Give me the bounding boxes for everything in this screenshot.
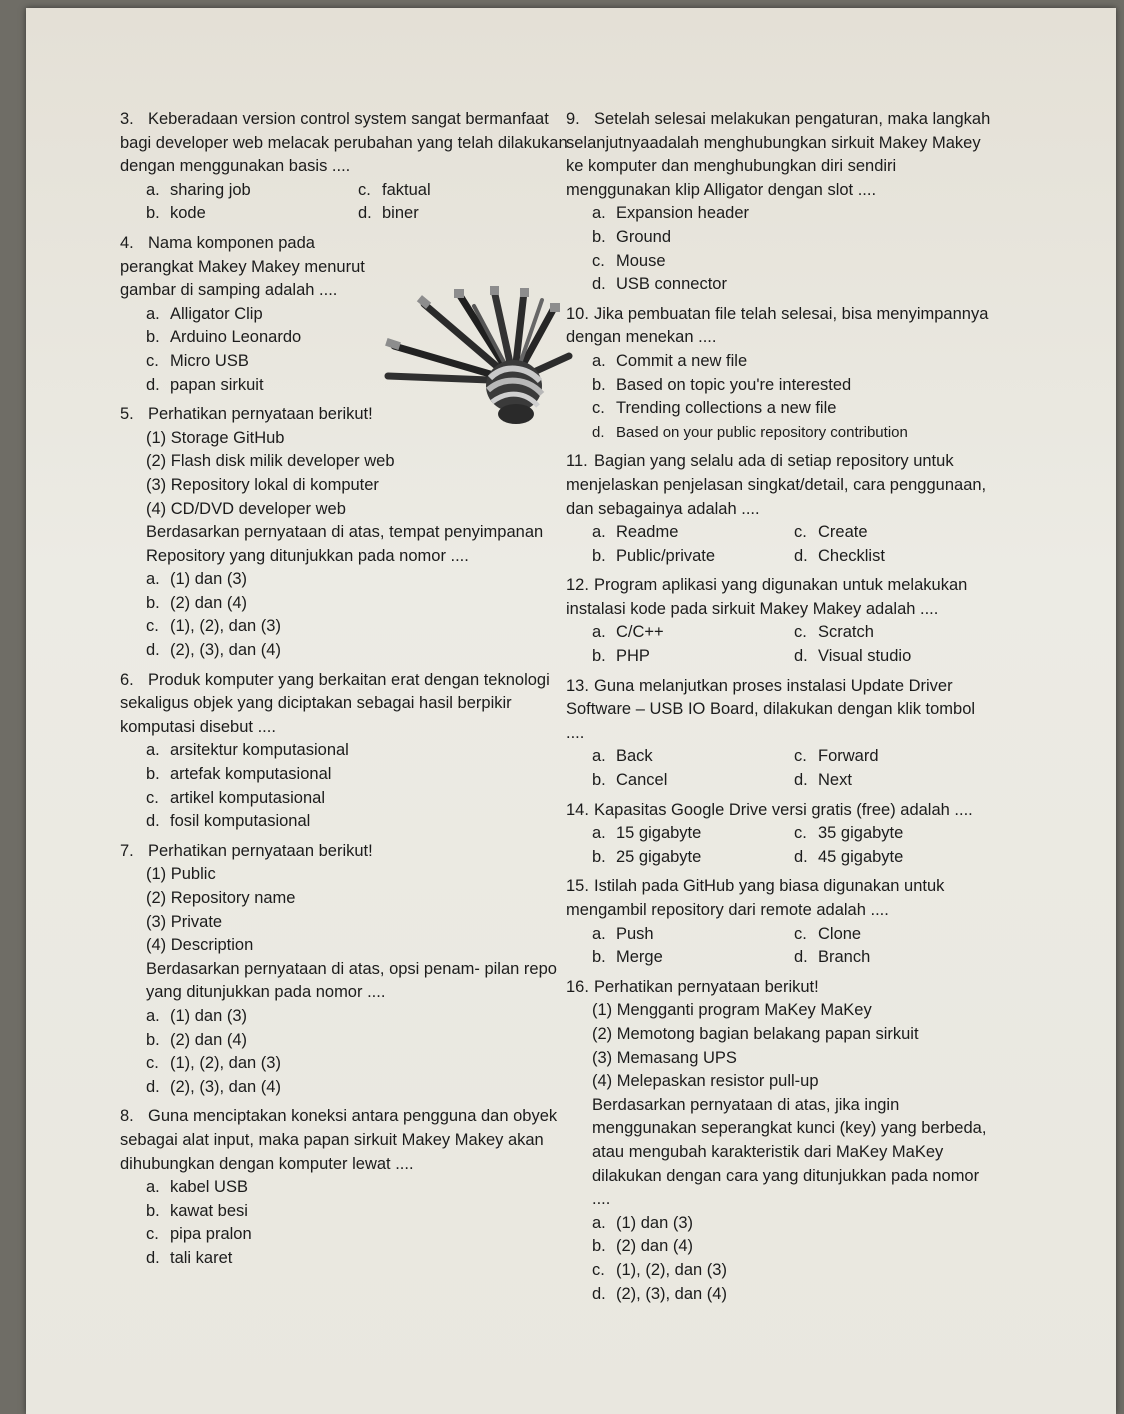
question-text: Kapasitas Google Drive versi gratis (free) adalah .... — [594, 800, 973, 819]
option-a[interactable]: a. (1) dan (3) — [146, 570, 248, 589]
option-d[interactable]: d. biner — [358, 204, 419, 223]
statement: (3) Memasang UPS — [592, 1048, 737, 1067]
option-d[interactable]: d. Visual studio — [794, 647, 912, 666]
question-number: 11. — [566, 452, 588, 471]
option-a[interactable]: a. Back — [592, 747, 653, 766]
options — [120, 1176, 570, 1270]
option-c[interactable]: c. artikel komputasional — [146, 788, 325, 807]
question-9 — [566, 108, 996, 297]
options — [566, 202, 996, 296]
options — [120, 568, 570, 662]
option-c[interactable]: c. faktual — [358, 180, 431, 199]
question-text: Nama komponen pada perangkat Makey Makey menurut gambar di samping adalah .... — [120, 233, 365, 300]
statement: (3) Private — [146, 912, 223, 931]
option-d[interactable]: d. tali karet — [146, 1248, 233, 1267]
options — [120, 739, 570, 833]
question-text: Perhatikan pernyataan berikut! — [594, 977, 819, 996]
question-number: 12. — [566, 576, 589, 595]
option-b[interactable]: b. kawat besi — [146, 1201, 248, 1220]
question-number: 7. — [120, 841, 134, 860]
option-a[interactable]: a. Commit a new file — [592, 351, 748, 370]
option-d[interactable]: d. (2), (3), dan (4) — [146, 641, 281, 660]
question-text: Program aplikasi yang digunakan untuk melakukan instalasi kode pada sirkuit Makey Makey adalah .... — [566, 576, 968, 618]
worksheet-page — [26, 8, 1116, 1414]
question-text: Guna melanjutkan proses instalasi Update Driver Software – USB IO Board, dilakukan dengan klik tombol .... — [566, 676, 976, 742]
option-c[interactable]: c. Trending collections a new file — [592, 399, 837, 418]
statement: (1) Storage GitHub — [146, 428, 285, 447]
question-text: Perhatikan pernyataan berikut! — [148, 841, 373, 860]
question-13 — [566, 675, 996, 793]
question-14 — [566, 799, 996, 870]
option-b[interactable]: b. (2) dan (4) — [146, 1030, 248, 1049]
question-number: 15. — [566, 877, 589, 896]
options — [566, 350, 996, 444]
options — [120, 1005, 570, 1099]
question-text: Guna menciptakan koneksi antara pengguna dan obyek sebagai alat input, maka papan sirkuit Makey Makey akan dihubungkan dengan komputer lewat .... — [120, 1107, 558, 1173]
option-a[interactable]: a. Alligator Clip — [146, 304, 263, 323]
options — [566, 1212, 996, 1306]
option-b[interactable]: b. 25 gigabyte — [592, 847, 702, 866]
option-b[interactable]: b. Merge — [592, 948, 663, 967]
question-text: Bagian yang selalu ada di setiap repository untuk menjelaskan penjelasan singkat/detail, cara penggunaan, dan sebagainya adalah .... — [566, 452, 987, 518]
question-number: 9. — [566, 110, 580, 128]
options — [566, 745, 996, 792]
option-a[interactable]: a. Readme — [592, 523, 679, 542]
option-b[interactable]: b. Cancel — [592, 771, 668, 790]
option-c[interactable]: c. Forward — [794, 747, 879, 766]
option-d[interactable]: d. USB connector — [592, 275, 727, 294]
option-b[interactable]: b. (2) dan (4) — [146, 593, 248, 612]
option-b[interactable]: b. Arduino Leonardo — [146, 328, 302, 347]
left-column — [120, 108, 570, 1271]
option-d[interactable]: d. (2), (3), dan (4) — [146, 1077, 281, 1096]
option-d[interactable]: d. papan sirkuit — [146, 375, 264, 394]
question-16 — [566, 976, 996, 1306]
question-11 — [566, 450, 996, 568]
option-b[interactable]: b. PHP — [592, 647, 650, 666]
option-a[interactable]: a. kabel USB — [146, 1178, 248, 1197]
question-number: 14. — [566, 800, 589, 819]
option-c[interactable]: c. (1), (2), dan (3) — [592, 1260, 727, 1279]
option-d[interactable]: d. 45 gigabyte — [794, 847, 904, 866]
option-d[interactable]: d. Branch — [794, 948, 871, 967]
question-text: Perhatikan pernyataan berikut! — [148, 405, 373, 424]
statement: (3) Repository lokal di komputer — [146, 475, 379, 494]
question-number: 6. — [120, 670, 134, 689]
statement: (1) Mengganti program MaKey MaKey — [592, 1001, 872, 1020]
question-12 — [566, 574, 996, 668]
option-b[interactable]: b. (2) dan (4) — [592, 1237, 694, 1256]
statement: (2) Memotong bagian belakang papan sirkuit — [592, 1024, 919, 1043]
option-b[interactable]: b. Based on topic you're interested — [592, 375, 852, 394]
question-number: 10. — [566, 304, 589, 323]
options — [566, 923, 996, 970]
question-followup: Berdasarkan pernyataan di atas, tempat penyimpanan Repository yang ditunjukkan pada nomor .... — [146, 523, 544, 565]
question-6 — [120, 669, 570, 834]
statement: (4) Description — [146, 936, 254, 955]
option-c[interactable]: c. Create — [794, 523, 868, 542]
question-number: 5. — [120, 405, 134, 424]
option-c[interactable]: c. Scratch — [794, 623, 874, 642]
option-d[interactable]: d. Checklist — [794, 546, 885, 565]
question-text: Produk komputer yang berkaitan erat dengan teknologi sekaligus objek yang diciptakan sebagai hasil berpikir komputasi disebut .... — [120, 670, 550, 736]
option-a[interactable]: a. (1) dan (3) — [146, 1006, 248, 1025]
question-text: Jika pembuatan file telah selesai, bisa menyimpannya dengan menekan .... — [566, 304, 989, 347]
statement: (2) Flash disk milik developer web — [146, 452, 395, 471]
option-a[interactable]: a. (1) dan (3) — [592, 1213, 694, 1232]
option-a[interactable]: a. Expansion header — [592, 204, 750, 223]
question-8 — [120, 1105, 570, 1270]
question-7 — [120, 840, 570, 1100]
option-c[interactable]: c. Clone — [794, 924, 862, 943]
question-followup: Berdasarkan pernyataan di atas, opsi penam- pilan repo yang ditunjukkan pada nomor .... — [146, 959, 557, 1002]
option-a[interactable]: a. arsitektur komputasional — [146, 741, 349, 760]
question-number: 4. — [120, 233, 134, 252]
question-10 — [566, 303, 996, 445]
option-a[interactable]: a. sharing job — [146, 180, 251, 199]
options — [566, 521, 996, 568]
options — [566, 621, 996, 668]
statement: (4) CD/DVD developer web — [146, 499, 346, 518]
question-5 — [120, 403, 570, 663]
statement: (4) Melepaskan resistor pull-up — [592, 1072, 819, 1091]
statement: (2) Repository name — [146, 889, 296, 907]
option-a[interactable]: a. 15 gigabyte — [592, 824, 702, 843]
option-d[interactable]: d. fosil komputasional — [146, 812, 311, 831]
option-a[interactable]: a. Push — [592, 924, 654, 943]
option-c[interactable]: c. pipa pralon — [146, 1225, 252, 1244]
question-text: Istilah pada GitHub yang biasa digunakan untuk mengambil repository dari remote adalah .... — [566, 877, 945, 919]
statement: (1) Public — [146, 865, 216, 884]
question-3 — [120, 108, 570, 226]
option-c[interactable]: c. (1), (2), dan (3) — [146, 1054, 281, 1073]
question-number: 8. — [120, 1107, 134, 1126]
question-text: Setelah selesai melakukan pengaturan, maka langkah selanjutnyaadalah menghubungkan sirkuit Makey Makey ke komputer dan menghubungkan diri sendiri menggunakan klip Alligator dengan slot .... — [566, 110, 991, 199]
option-a[interactable]: a. C/C++ — [592, 623, 664, 642]
option-b[interactable]: b. Ground — [592, 227, 672, 246]
option-d[interactable]: d. (2), (3), dan (4) — [592, 1284, 727, 1303]
option-d[interactable]: d. Next — [794, 771, 852, 790]
option-b[interactable]: b. kode — [146, 204, 206, 223]
question-number: 13. — [566, 676, 589, 695]
alligator-clips-bundle-icon — [364, 286, 574, 436]
question-15 — [566, 875, 996, 969]
question-number: 3. — [120, 110, 134, 128]
options — [120, 179, 570, 226]
options — [566, 822, 996, 869]
option-b[interactable]: b. artefak komputasional — [146, 765, 332, 784]
right-column — [566, 108, 996, 1306]
option-c[interactable]: c. Mouse — [592, 251, 666, 270]
option-d[interactable]: d. Based on your public repository contribution — [592, 423, 908, 441]
question-number: 16. — [566, 977, 589, 996]
option-c[interactable]: c. (1), (2), dan (3) — [146, 617, 281, 636]
question-followup: Berdasarkan pernyataan di atas, jika ingin menggunakan seperangkat kunci (key) yang berbeda, atau mengubah karakteristik dari MaKey MaKey dilakukan dengan cara yang ditunjukkan pada nomor .... — [592, 1095, 987, 1209]
question-text: Keberadaan version control system sangat bermanfaat bagi developer web melacak perubahan yang telah dilakukan dengan menggunakan basis .... — [120, 110, 568, 176]
option-b[interactable]: b. Public/private — [592, 546, 716, 565]
option-c[interactable]: c. 35 gigabyte — [794, 824, 904, 843]
option-c[interactable]: c. Micro USB — [146, 351, 249, 370]
